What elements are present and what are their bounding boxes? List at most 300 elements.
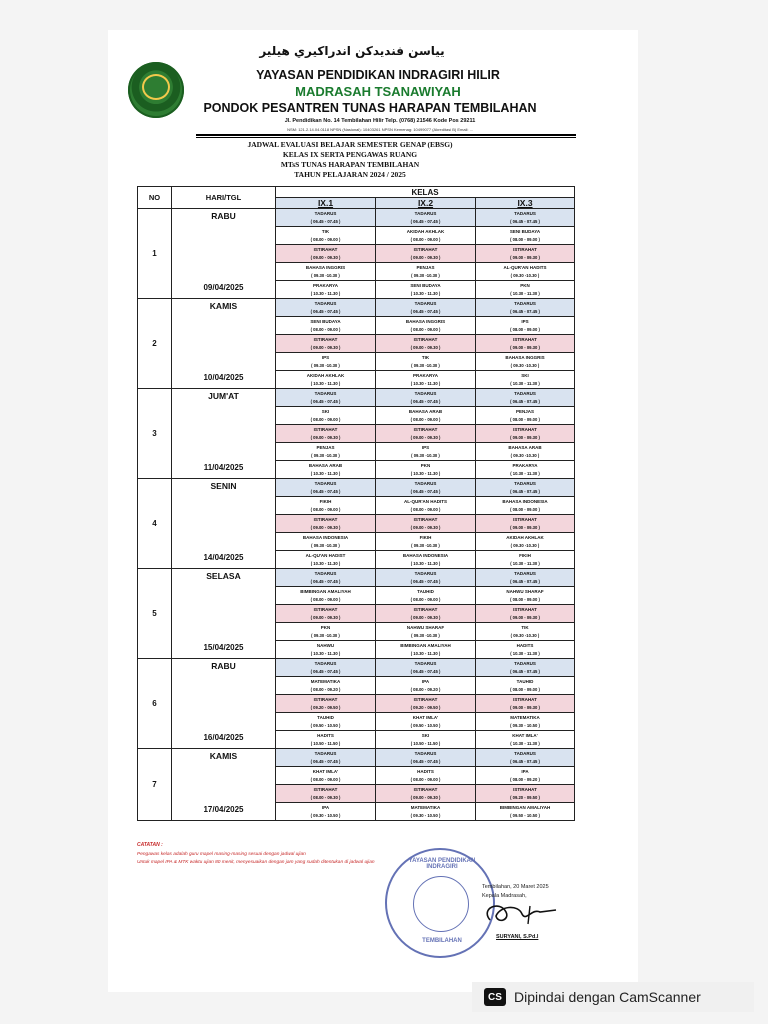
time-range: ( 09.20 - 09.50 ) <box>310 704 341 710</box>
time-range: ( 09.00 - 09.30 ) <box>310 434 341 440</box>
time-range: ( 06.45 - 07.45 ) <box>510 308 540 314</box>
time-range: ( 09.00 - 09.30 ) <box>410 254 441 260</box>
day-date: 16/04/2025 <box>203 733 244 742</box>
subject-name: NAHWU SHARAF <box>506 589 544 594</box>
schedule-cell <box>276 245 376 263</box>
schedule-cell <box>476 551 575 569</box>
time-range: ( 09.00 - 09.30 ) <box>510 614 540 620</box>
subject-name: SKI <box>521 373 529 378</box>
time-range: ( 06.45 - 07.45 ) <box>410 398 441 404</box>
subject-name: TAUHID <box>417 589 434 594</box>
time-range: ( 08.00 - 09.00 ) <box>510 236 540 242</box>
time-range: ( 09.30 -10.30 ) <box>311 452 340 458</box>
subject-name: TADARUS <box>314 301 337 306</box>
schedule-cell <box>476 515 575 533</box>
time-range: ( 06.45 - 07.45 ) <box>410 758 441 764</box>
time-range: ( 10.30 - 11.30 ) <box>510 560 540 566</box>
subject-name: TAUHID <box>516 679 534 684</box>
foundation-name: YAYASAN PENDIDIKAN INDRAGIRI HILIR <box>256 68 500 82</box>
time-range: ( 10.30 - 11.30 ) <box>310 560 341 566</box>
time-range: ( 10.50 - 11.50 ) <box>310 740 341 746</box>
schedule-cell <box>476 425 575 443</box>
subject-name: ISTIRAHAT <box>513 787 537 792</box>
schedule-cell <box>476 209 575 227</box>
day-cell <box>172 299 276 389</box>
schedule-cell <box>276 767 376 785</box>
time-range: ( 09.00 - 09.30 ) <box>410 434 441 440</box>
subject-name: BAHASA INGGRIS <box>305 265 346 270</box>
time-range: ( 06.45 - 07.45 ) <box>410 578 441 584</box>
schedule-cell <box>276 803 376 821</box>
schedule-cell <box>476 659 575 677</box>
schedule-cell <box>476 785 575 803</box>
subject-name: PRAKARYA <box>313 283 338 288</box>
schedule-cell <box>276 623 376 641</box>
time-range: ( 06.45 - 07.45 ) <box>510 668 540 674</box>
subject-name: TIK <box>521 625 529 630</box>
subject-name: PRAKARYA <box>413 373 438 378</box>
time-range: ( 10.30 - 11.30 ) <box>410 650 441 656</box>
subject-name: PENJAS <box>416 265 435 270</box>
schedule-cell <box>376 353 476 371</box>
subject-name: BAHASA INGGRIS <box>505 355 545 360</box>
subject-name: BAHASA INDONESIA <box>302 535 349 540</box>
schedule-cell <box>476 497 575 515</box>
time-range: ( 09.30 -10.30 ) <box>411 272 440 278</box>
subject-name: BAHASA INDONESIA <box>402 553 449 558</box>
time-range: ( 06.45 - 07.45 ) <box>310 668 341 674</box>
time-range: ( 09.00 - 09.30 ) <box>510 434 540 440</box>
time-range: ( 06.45 - 07.45 ) <box>310 758 341 764</box>
time-range: ( 08.00 - 09.00 ) <box>410 236 441 242</box>
time-range: ( 06.45 - 07.45 ) <box>410 218 441 224</box>
doc-year: TAHUN PELAJARAN 2024 / 2025 <box>294 170 406 179</box>
time-range: ( 10.30 - 11.30 ) <box>310 470 341 476</box>
time-range: ( 08.00 - 09.00 ) <box>310 596 341 602</box>
schedule-cell <box>276 281 376 299</box>
camscanner-text: Dipindai dengan CamScanner <box>514 989 701 1005</box>
schedule-cell <box>276 533 376 551</box>
subject-name: TADARUS <box>414 751 437 756</box>
subject-name: ISTIRAHAT <box>313 787 338 792</box>
subject-name: BIMBINGAN AMALIYAH <box>400 643 451 648</box>
day-cell <box>172 659 276 749</box>
subject-name: TADARUS <box>514 481 536 486</box>
time-range: ( 09.30 - 10.50 ) <box>410 812 441 818</box>
subject-name: TAUHID <box>317 715 334 720</box>
day-number: 3 <box>138 389 172 479</box>
subject-name: ISTIRAHAT <box>413 427 438 432</box>
time-range: ( 10.30 - 11.30 ) <box>510 380 540 386</box>
subject-name: TADARUS <box>414 211 437 216</box>
registration-line: NSM: 121.2.14.04.0118 NPSN (Nasional): 10403261 NPSN Kemenag: 10499077 (Akreditasi B) Email: ... <box>287 127 473 132</box>
day-name: SENIN <box>210 481 237 491</box>
schedule-row <box>138 749 575 767</box>
address-line: Jl. Pendidikan No. 14 Tembilahan Hilir Telp. (0768) 21546 Kode Pos 29211 <box>284 118 476 124</box>
subject-name: ISTIRAHAT <box>313 247 338 252</box>
schedule-cell <box>276 713 376 731</box>
time-range: ( 09.30 -10.30 ) <box>510 272 540 278</box>
subject-name: IPA <box>521 769 529 774</box>
schedule-cell <box>376 713 476 731</box>
subject-name: IPS <box>421 445 430 450</box>
time-range: ( 06.45 - 07.45 ) <box>310 488 341 494</box>
subject-name: AL-QU'AN HADIST <box>305 553 346 558</box>
subject-name: MATEMATIKA <box>410 805 441 810</box>
day-number: 5 <box>138 569 172 659</box>
exam-schedule-table <box>137 186 575 821</box>
schedule-cell <box>276 443 376 461</box>
schedule-cell <box>276 407 376 425</box>
doc-school: MTsS TUNAS HARAPAN TEMBILAHAN <box>280 160 420 169</box>
time-range: ( 09.30 -10.30 ) <box>411 362 440 368</box>
time-range: ( 06.45 - 07.45 ) <box>410 308 441 314</box>
schedule-cell <box>476 587 575 605</box>
schedule-cell <box>376 515 476 533</box>
time-range: ( 06.45 - 07.45 ) <box>510 578 540 584</box>
time-range: ( 09.00 - 09.30 ) <box>510 524 540 530</box>
schedule-row <box>138 299 575 317</box>
time-range: ( 09.30 -10.30 ) <box>311 632 340 638</box>
time-range: ( 09.00 - 09.30 ) <box>410 794 441 800</box>
time-range: ( 10.30 - 11.30 ) <box>410 290 441 296</box>
schedule-cell <box>376 281 476 299</box>
schedule-cell <box>276 731 376 749</box>
subject-name: ISTIRAHAT <box>513 337 537 342</box>
schedule-cell <box>476 623 575 641</box>
day-number: 4 <box>138 479 172 569</box>
time-range: ( 10.30 - 11.30 ) <box>510 740 540 746</box>
schedule-cell <box>276 299 376 317</box>
schedule-cell <box>376 263 476 281</box>
schedule-cell <box>476 263 575 281</box>
time-range: ( 09.00 - 09.30 ) <box>510 704 540 710</box>
subject-name: TADARUS <box>514 751 536 756</box>
schedule-cell <box>276 695 376 713</box>
subject-name: ISTIRAHAT <box>513 697 537 702</box>
subject-name: IPS <box>521 319 529 324</box>
letterhead-rule-thin <box>196 137 576 138</box>
schedule-cell <box>276 587 376 605</box>
subject-name: HADITS <box>516 643 534 648</box>
subject-name: TADARUS <box>314 661 337 666</box>
schedule-cell <box>376 245 476 263</box>
time-range: ( 10.30 - 11.30 ) <box>310 380 341 386</box>
time-range: ( 10.30 - 11.30 ) <box>310 650 341 656</box>
time-range: ( 09.00 - 09.30 ) <box>310 254 341 260</box>
subject-name: FIKIH <box>319 499 332 504</box>
madrasah-name: MADRASAH TSANAWIYAH <box>295 84 461 99</box>
subject-name: BIMBINGAN AMALIYAH <box>300 589 351 594</box>
day-name: KAMIS <box>209 301 238 311</box>
schedule-cell <box>276 515 376 533</box>
time-range: ( 09.30 - 10.50 ) <box>310 812 341 818</box>
time-range: ( 08.00 - 09.00 ) <box>310 776 341 782</box>
time-range: ( 08.00 - 09.00 ) <box>510 686 540 692</box>
schedule-cell <box>276 389 376 407</box>
schedule-cell <box>376 443 476 461</box>
signature-scribble <box>470 898 560 928</box>
schedule-row <box>138 659 575 677</box>
time-range: ( 09.00 - 09.30 ) <box>410 344 441 350</box>
schedule-cell <box>276 209 376 227</box>
subject-name: SKI <box>421 733 430 738</box>
header-class-ix3: IX.3 <box>476 198 575 209</box>
time-range: ( 08.00 - 09.00 ) <box>410 776 441 782</box>
schedule-cell <box>276 785 376 803</box>
schedule-cell <box>276 641 376 659</box>
schedule-row <box>138 569 575 587</box>
schedule-cell <box>376 623 476 641</box>
time-range: ( 08.00 - 09.00 ) <box>510 326 540 332</box>
schedule-cell <box>276 353 376 371</box>
time-range: ( 10.30 - 11.30 ) <box>510 470 540 476</box>
time-range: ( 08.00 - 09.20 ) <box>410 686 441 692</box>
schedule-cell <box>476 731 575 749</box>
schedule-cell <box>276 479 376 497</box>
day-date: 10/04/2025 <box>203 373 244 382</box>
schedule-cell <box>376 641 476 659</box>
time-range: ( 06.45 - 07.45 ) <box>510 488 540 494</box>
schedule-cell <box>376 299 476 317</box>
schedule-cell <box>376 803 476 821</box>
schedule-cell <box>376 209 476 227</box>
day-number: 6 <box>138 659 172 749</box>
schedule-cell <box>476 353 575 371</box>
subject-name: PENJAS <box>316 445 335 450</box>
subject-name: PENJAS <box>515 409 534 414</box>
stamp-top-text: YAYASAN PENDIDIKAN INDRAGIRI <box>408 858 476 870</box>
schedule-cell <box>276 461 376 479</box>
subject-name: TADARUS <box>514 661 536 666</box>
subject-name: ISTIRAHAT <box>413 607 438 612</box>
subject-name: ISTIRAHAT <box>513 517 537 522</box>
schedule-cell <box>376 767 476 785</box>
schedule-cell <box>276 677 376 695</box>
subject-name: ISTIRAHAT <box>313 337 338 342</box>
day-cell <box>172 749 276 821</box>
subject-name: SKI <box>321 409 330 414</box>
subject-name: ISTIRAHAT <box>513 607 537 612</box>
time-range: ( 08.00 - 09.30 ) <box>310 794 341 800</box>
day-number: 2 <box>138 299 172 389</box>
schedule-cell <box>376 407 476 425</box>
time-range: ( 10.50 - 11.50 ) <box>410 740 441 746</box>
time-range: ( 08.00 - 09.00 ) <box>410 326 441 332</box>
subject-name: TIK <box>321 229 330 234</box>
subject-name: ISTIRAHAT <box>413 787 438 792</box>
header-class-ix1: IX.1 <box>276 198 376 209</box>
day-cell <box>172 479 276 569</box>
schedule-row <box>138 389 575 407</box>
time-range: ( 10.30 - 11.30 ) <box>510 290 540 296</box>
day-name: RABU <box>211 661 236 671</box>
subject-name: TADARUS <box>314 481 337 486</box>
schedule-cell <box>476 299 575 317</box>
subject-name: TIK <box>421 355 430 360</box>
time-range: ( 09.30 - 10.50 ) <box>510 722 540 728</box>
subject-name: NAHWU <box>316 643 335 648</box>
subject-name: IPA <box>321 805 330 810</box>
stamp-bottom-text: TEMBILAHAN <box>422 938 462 944</box>
schedule-cell <box>476 767 575 785</box>
subject-name: IPS <box>321 355 330 360</box>
schedule-cell <box>476 227 575 245</box>
day-date: 15/04/2025 <box>203 643 244 652</box>
schedule-cell <box>276 263 376 281</box>
schedule-cell <box>276 659 376 677</box>
schedule-cell <box>376 551 476 569</box>
schedule-cell <box>476 443 575 461</box>
subject-name: KHAT IMLA' <box>312 769 339 774</box>
time-range: ( 06.45 - 07.45 ) <box>410 488 441 494</box>
subject-name: BAHASA ARAB <box>308 463 343 468</box>
subject-name: TADARUS <box>314 391 337 396</box>
day-number: 1 <box>138 209 172 299</box>
time-range: ( 10.30 - 11.30 ) <box>410 470 441 476</box>
subject-name: TADARUS <box>514 391 536 396</box>
note-line-2: Untuk mapel IPA & MTK waktu ujian 80 menit, menyesuaikan dengan jam yang sudah ditentukan di jadwal ujian <box>137 860 375 865</box>
time-range: ( 09.30 -10.30 ) <box>411 542 440 548</box>
subject-name: AL-QUR'AN HADITS <box>503 265 547 270</box>
time-range: ( 10.30 - 11.30 ) <box>410 560 441 566</box>
day-cell <box>172 389 276 479</box>
time-range: ( 08.00 - 09.00 ) <box>410 596 441 602</box>
subject-name: ISTIRAHAT <box>313 697 338 702</box>
subject-name: FIKIH <box>419 535 432 540</box>
schedule-cell <box>376 461 476 479</box>
time-range: ( 06.45 - 07.45 ) <box>310 308 341 314</box>
schedule-cell <box>276 605 376 623</box>
camscanner-watermark <box>472 982 754 1012</box>
subject-name: ISTIRAHAT <box>313 607 338 612</box>
time-range: ( 09.00 - 09.30 ) <box>510 344 540 350</box>
header-no: NO <box>138 187 172 209</box>
day-date: 09/04/2025 <box>203 283 244 292</box>
schedule-cell <box>476 371 575 389</box>
subject-name: NAHWU SHARAF <box>406 625 445 630</box>
schedule-cell <box>376 587 476 605</box>
schedule-cell <box>376 227 476 245</box>
schedule-cell <box>476 569 575 587</box>
time-range: ( 08.00 - 09.00 ) <box>310 506 341 512</box>
subject-name: AKIDAH AKHLAK <box>406 229 445 234</box>
note-line-1: Pengawas kelas adalah guru mapel masing-masing sesuai dengan jadwal ujian <box>137 852 306 857</box>
schedule-cell <box>276 425 376 443</box>
subject-name: AKIDAH AKHLAK <box>506 535 544 540</box>
subject-name: MATEMATIKA <box>310 679 341 684</box>
schedule-cell <box>376 371 476 389</box>
subject-name: HADITS <box>317 733 334 738</box>
schedule-cell <box>276 497 376 515</box>
time-range: ( 08.00 - 09.00 ) <box>410 506 441 512</box>
time-range: ( 08.00 - 09.00 ) <box>510 596 540 602</box>
day-cell <box>172 209 276 299</box>
schedule-cell <box>476 803 575 821</box>
time-range: ( 08.00 - 09.00 ) <box>310 236 341 242</box>
schedule-cell <box>376 677 476 695</box>
subject-name: SENI BUDAYA <box>410 283 441 288</box>
time-range: ( 09.30 -10.30 ) <box>411 452 440 458</box>
schedule-cell <box>376 749 476 767</box>
subject-name: TADARUS <box>514 301 536 306</box>
time-range: ( 09.00 - 09.30 ) <box>310 524 341 530</box>
subject-name: BAHASA ARAB <box>508 445 542 450</box>
pondok-name: PONDOK PESANTREN TUNAS HARAPAN TEMBILAHAN <box>203 101 537 115</box>
day-date: 17/04/2025 <box>203 805 244 814</box>
day-name: RABU <box>211 211 236 221</box>
subject-name: ISTIRAHAT <box>413 697 438 702</box>
subject-name: ISTIRAHAT <box>513 427 537 432</box>
day-number: 7 <box>138 749 172 821</box>
time-range: ( 09.30 -10.30 ) <box>510 452 540 458</box>
time-range: ( 10.30 - 11.30 ) <box>310 290 341 296</box>
stamp-inner-ring <box>413 876 469 932</box>
header-class-ix2: IX.2 <box>376 198 476 209</box>
time-range: ( 08.00 - 09.00 ) <box>410 416 441 422</box>
day-name: SELASA <box>206 571 241 581</box>
subject-name: ISTIRAHAT <box>413 517 438 522</box>
schedule-cell <box>476 749 575 767</box>
time-range: ( 09.00 - 09.30 ) <box>410 614 441 620</box>
schedule-cell <box>476 713 575 731</box>
time-range: ( 06.45 - 07.45 ) <box>410 668 441 674</box>
time-range: ( 09.30 -10.30 ) <box>311 272 340 278</box>
subject-name: BAHASA ARAB <box>408 409 443 414</box>
schedule-cell <box>276 227 376 245</box>
day-date: 11/04/2025 <box>203 463 244 472</box>
schedule-cell <box>276 335 376 353</box>
subject-name: PRAKARYA <box>512 463 538 468</box>
time-range: ( 09.30 -10.30 ) <box>311 542 340 548</box>
time-range: ( 08.00 - 09.20 ) <box>310 686 341 692</box>
time-range: ( 09.00 - 09.30 ) <box>510 254 540 260</box>
subject-name: TADARUS <box>314 211 337 216</box>
time-range: ( 10.30 - 11.30 ) <box>510 650 540 656</box>
subject-name: TADARUS <box>414 571 437 576</box>
time-range: ( 09.50 - 10.50 ) <box>410 722 441 728</box>
time-range: ( 09.30 -10.30 ) <box>311 362 340 368</box>
subject-name: SENI BUDAYA <box>310 319 341 324</box>
signature-date: Tembilahan, 20 Maret 2025 <box>482 884 549 890</box>
subject-name: AL-QUR'AN HADITS <box>403 499 448 504</box>
time-range: ( 08.00 - 09.00 ) <box>510 416 540 422</box>
letterhead-rule <box>196 134 576 136</box>
schedule-cell <box>276 749 376 767</box>
schedule-cell <box>476 407 575 425</box>
schedule-cell <box>376 497 476 515</box>
subject-name: BAHASA INDONESIA <box>502 499 548 504</box>
header-hari-tgl: HARI/TGL <box>172 187 276 209</box>
time-range: ( 06.45 - 07.45 ) <box>310 218 341 224</box>
time-range: ( 08.00 - 09.00 ) <box>510 506 540 512</box>
subject-name: TADARUS <box>514 571 536 576</box>
time-range: ( 09.00 - 09.30 ) <box>310 614 341 620</box>
time-range: ( 09.30 -10.30 ) <box>510 362 540 368</box>
subject-name: MATEMATIKA <box>510 715 540 720</box>
camscanner-icon: CS <box>484 988 506 1006</box>
subject-name: FIKIH <box>519 553 531 558</box>
subject-name: ISTIRAHAT <box>513 247 537 252</box>
subject-name: SENI BUDAYA <box>509 229 541 234</box>
schedule-cell <box>476 317 575 335</box>
subject-name: TADARUS <box>414 391 437 396</box>
schedule-row <box>138 479 575 497</box>
time-range: ( 09.30 -10.30 ) <box>510 632 540 638</box>
schedule-cell <box>376 389 476 407</box>
time-range: ( 09.30 -10.30 ) <box>411 632 440 638</box>
day-cell <box>172 569 276 659</box>
